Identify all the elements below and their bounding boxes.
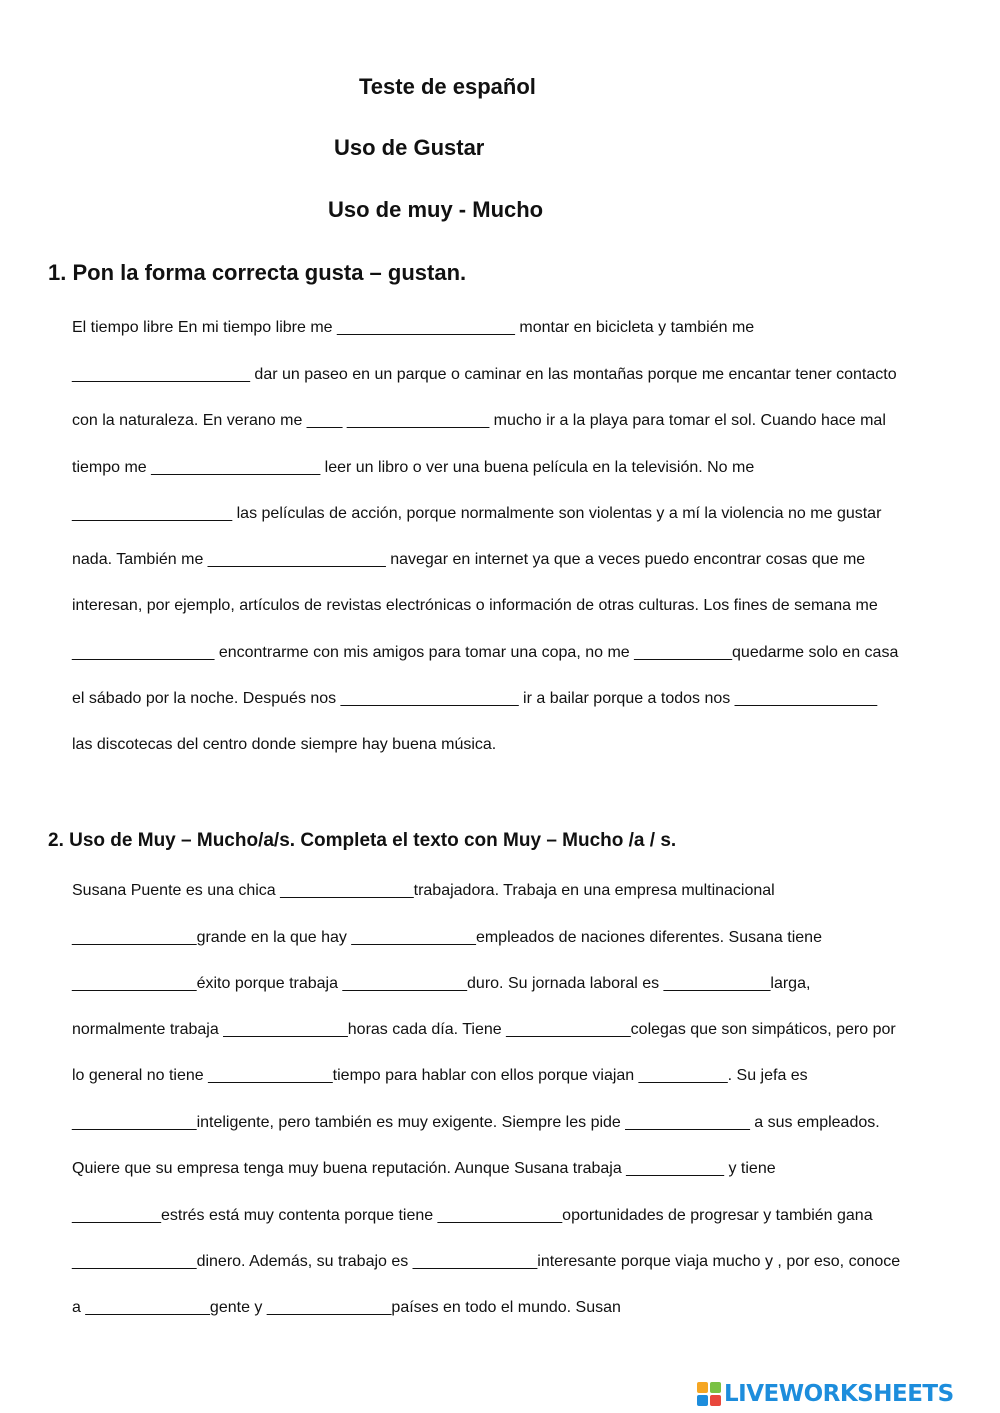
section1-line: __________________ las películas de acción, porque normalmente son violentas y a mí la violencia no me gustar [72,505,882,522]
liveworksheets-logo [697,1380,954,1408]
title-gustar: Uso de Gustar [334,135,485,160]
title-muy-mucho: Uso de muy - Mucho [328,197,544,222]
title-test: Teste de español [359,74,536,99]
section1-line: tiempo me ___________________ leer un libro o ver una buena película en la televisión. No me [72,459,755,476]
section1-line: interesan, por ejemplo, artículos de revistas electrónicas o información de otras culturas. Los fines de semana me [72,597,878,614]
section2-line: ______________grande en la que hay ______________empleados de naciones diferentes. Susana tiene [72,929,822,946]
section2-heading: 2. Uso de Muy – Mucho/a/s. Completa el texto con Muy – Mucho /a / s. [48,830,677,851]
section2-line: Susana Puente es una chica _______________trabajadora. Trabaja en una empresa multinacional [72,882,775,899]
section1-line: con la naturaleza. En verano me ____ ________________ mucho ir a la playa para tomar el sol. Cuando hace mal [72,412,886,429]
section1-line: ____________________ dar un paseo en un parque o caminar en las montañas porque me encantar tener contacto [72,366,897,383]
section2-line: __________estrés está muy contenta porque tiene ______________oportunidades de progresar y también gana [72,1207,873,1224]
section2-line: ______________inteligente, pero también es muy exigente. Siempre les pide ______________ a sus empleados. [72,1114,880,1131]
section1-line: el sábado por la noche. Después nos ____________________ ir a bailar porque a todos nos ________________ [72,690,878,707]
section1-line: El tiempo libre En mi tiempo libre me ____________________ montar en bicicleta y también me [72,319,755,336]
section2-line: ______________éxito porque trabaja ______________duro. Su jornada laboral es ____________larga, [72,975,811,992]
section2-line: normalmente trabaja ______________horas cada día. Tiene ______________colegas que son simpáticos, pero por [72,1021,896,1038]
section1-line: las discotecas del centro donde siempre hay buena música. [72,736,497,753]
liveworksheets-logo-text: LIVEWORKSHEETS [724,1381,954,1407]
section2-line: a ______________gente y ______________países en todo el mundo. Susan [72,1299,621,1316]
section1-line: nada. También me ____________________ navegar en internet ya que a veces puedo encontrar cosas que me [72,551,866,568]
section1-line: ________________ encontrarme con mis amigos para tomar una copa, no me ___________quedarme solo en casa [72,644,899,661]
section2-line: lo general no tiene ______________tiempo para hablar con ellos porque viajan __________. Su jefa es [72,1067,808,1084]
section2-line: Quiere que su empresa tenga muy buena reputación. Aunque Susana trabaja ___________ y tiene [72,1160,776,1177]
section1-heading: 1. Pon la forma correcta gusta – gustan. [48,260,467,285]
liveworksheets-logo-icon [697,1382,721,1406]
section2-line: ______________dinero. Además, su trabajo es ______________interesante porque viaja mucho y , por eso, conoce [72,1253,901,1270]
